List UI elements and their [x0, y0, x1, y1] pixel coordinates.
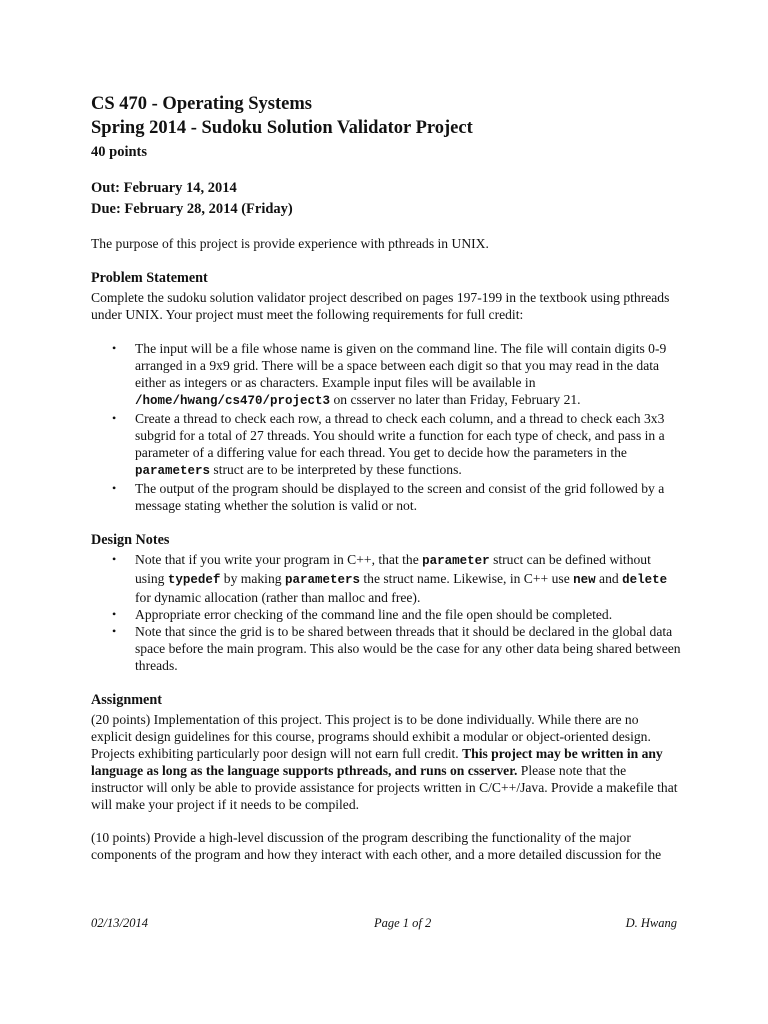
- list-item: • The input will be a file whose name is given on the command line. The file will contain digits 0-9 arranged in a 9x9 grid. There will be a space between each digit so that you may read in the data either as integers or as characters. Example input files will be available in /home/hwang/cs470/project3 on csserver no later than Friday, February 21.: [112, 341, 667, 408]
- due-date: Due: February 28, 2014 (Friday): [91, 201, 293, 217]
- bullet-icon: •: [112, 607, 117, 621]
- assignment-heading: Assignment: [91, 692, 162, 708]
- bullet-icon: •: [112, 552, 117, 566]
- problem-heading: Problem Statement: [91, 270, 208, 286]
- assignment-paragraph-1: (20 points) Implementation of this project. This project is to be done individually. While there are no explicit design guidelines for this course, programs should exhibit a modular or object-oriented design. Projects exhibiting particularly poor design will not earn full credit. This project may be written in any language as long as the language supports pthreads, and runs on csserver. Please note that the instructor will only be able to provide assistance for projects written in C/C++/Java. Provide a makefile that will make your project if it needs to be compiled.: [91, 712, 678, 812]
- project-title: Spring 2014 - Sudoku Solution Validator Project: [91, 118, 473, 138]
- delete-code: delete: [622, 573, 668, 587]
- new-code: new: [573, 573, 596, 587]
- bullet-icon: •: [112, 411, 117, 425]
- page-number: Page 1 of 2: [374, 916, 432, 930]
- bullet-icon: •: [112, 341, 117, 355]
- parameters-code: parameters: [284, 573, 360, 587]
- course-title: CS 470 - Operating Systems: [91, 94, 312, 114]
- requirements-list: [91, 340, 681, 514]
- bullet-icon: •: [112, 624, 117, 638]
- points-label: 40 points: [91, 144, 148, 160]
- list-item: • Appropriate error checking of the command line and the file open should be completed.: [112, 607, 613, 622]
- language-note: This project may be written in any language as long as the language supports pthreads, and runs on csserver.: [91, 746, 663, 778]
- typedef-code: typedef: [167, 573, 221, 587]
- path-code: /home/hwang/cs470/project3: [135, 394, 331, 408]
- assignment-paragraph-2: (10 points) Provide a high-level discussion of the program describing the functionality of the major components of the program and how they interact with each other, and a more detailed discussion for the: [91, 830, 662, 862]
- intro-paragraph: The purpose of this project is provide experience with pthreads in UNIX.: [91, 236, 489, 251]
- list-item: • The output of the program should be displayed to the screen and consist of the grid followed by a message stating whether the solution is valid or not.: [112, 481, 665, 513]
- list-item: • Note that if you write your program in C++, that the parameter struct can be defined without using typedef by making parameters the struct name. Likewise, in C++ use new and delete for dynamic allocation (rather than malloc and free).: [112, 552, 668, 605]
- document-page: [91, 92, 681, 863]
- problem-paragraph: Complete the sudoku solution validator project described on pages 197-199 in the textbook using pthreads under UNIX. Your project must meet the following requirements for full credit:: [91, 290, 670, 322]
- list-item: • Note that since the grid is to be shared between threads that it should be declared in the global data space before the main program. This also would be the case for any other data being shared between threads.: [112, 624, 681, 673]
- parameter-code: parameter: [422, 554, 490, 568]
- out-date: Out: February 14, 2014: [91, 180, 237, 196]
- footer-author: D. Hwang: [625, 916, 677, 930]
- bullet-icon: •: [112, 481, 117, 495]
- parameters-code: parameters: [135, 464, 211, 478]
- dates-block: [91, 178, 681, 220]
- design-notes-list: [91, 551, 681, 674]
- list-item: • Create a thread to check each row, a thread to check each column, and a thread to check each 3x3 subgrid for a total of 27 threads. You should write a function for each type of check, and pass in a parameter of a differing value for each thread. You get to decide how the parameters in the parameters struct are to be interpreted by these functions.: [112, 411, 665, 478]
- design-heading: Design Notes: [91, 532, 170, 548]
- footer-date: 02/13/2014: [91, 916, 148, 930]
